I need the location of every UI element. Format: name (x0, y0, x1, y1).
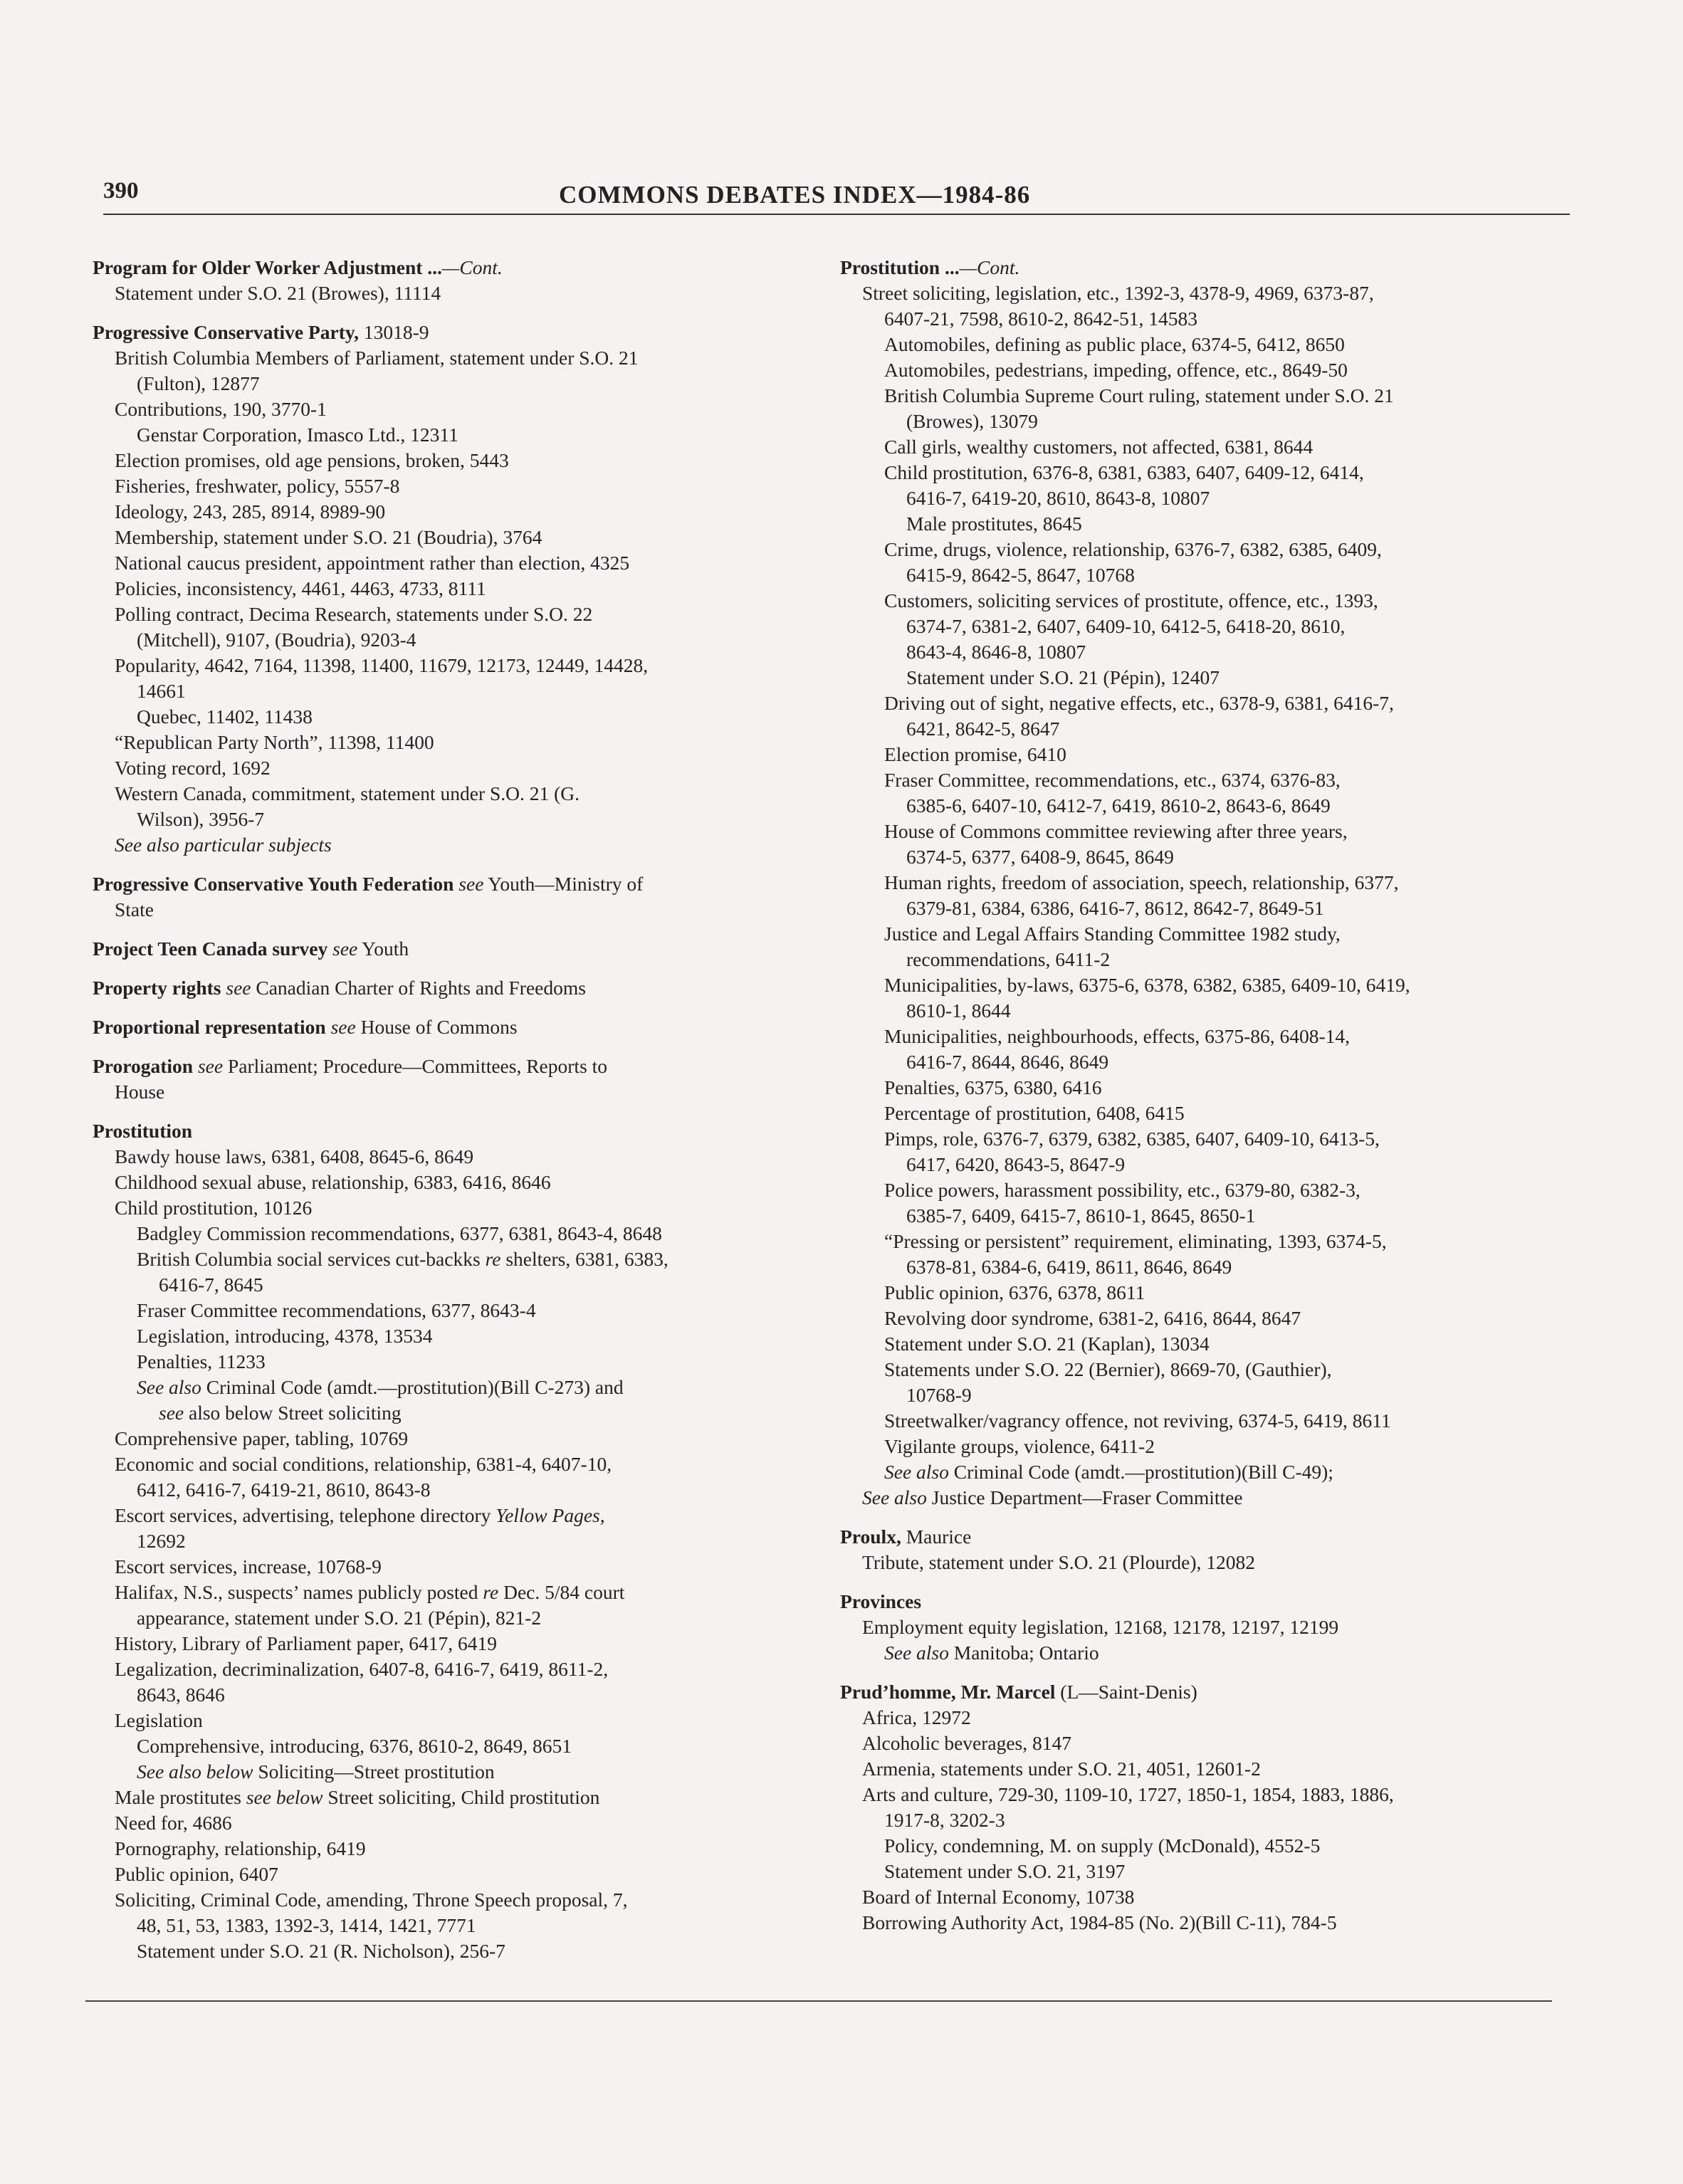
index-subentry: 6412, 6416-7, 6419-21, 8610, 8643-8 (137, 1479, 431, 1501)
index-subentry: Policy, condemning, M. on supply (McDonald), 4552-5 (884, 1834, 1321, 1857)
index-heading: Provinces (840, 1590, 922, 1612)
index-heading: Prud’homme, Mr. Marcel (L—Saint-Denis) (840, 1681, 1197, 1703)
index-subentry: 48, 51, 53, 1383, 1392-3, 1414, 1421, 7771 (137, 1914, 476, 1936)
index-subentry: Comprehensive, introducing, 6376, 8610-2, 8649, 8651 (137, 1735, 572, 1757)
index-subentry: Crime, drugs, violence, relationship, 6376-7, 6382, 6385, 6409, (884, 538, 1382, 560)
index-subentry: 14661 (137, 680, 186, 702)
index-subentry: See also Criminal Code (amdt.—prostitution)(Bill C-273) and (137, 1376, 624, 1398)
index-subentry: Pornography, relationship, 6419 (115, 1837, 366, 1859)
index-subentry: (Browes), 13079 (906, 410, 1038, 432)
index-subentry: House of Commons committee reviewing after three years, (884, 820, 1348, 842)
index-subentry: 6416-7, 8644, 8646, 8649 (906, 1051, 1109, 1073)
index-subentry: Municipalities, by-laws, 6375-6, 6378, 6382, 6385, 6409-10, 6419, (884, 974, 1410, 996)
index-subentry: “Pressing or persistent” requirement, eliminating, 1393, 6374-5, (884, 1230, 1387, 1252)
index-subentry: Soliciting, Criminal Code, amending, Throne Speech proposal, 7, (115, 1889, 628, 1911)
index-subentry: (Mitchell), 9107, (Boudria), 9203-4 (137, 629, 416, 651)
index-subentry: Need for, 4686 (115, 1812, 232, 1834)
index-subentry: See also Manitoba; Ontario (884, 1642, 1099, 1664)
index-heading: Project Teen Canada survey see Youth (93, 938, 409, 960)
index-heading: Prorogation see Parliament; Procedure—Committees, Reports to (93, 1055, 608, 1077)
index-subentry: Statement under S.O. 21 (R. Nicholson), 256-7 (137, 1940, 505, 1962)
index-subentry: Statements under S.O. 22 (Bernier), 8669-70, (Gauthier), (884, 1358, 1332, 1380)
index-heading: Prostitution (93, 1120, 193, 1142)
index-subentry: 6378-81, 6384-6, 6419, 8611, 8646, 8649 (906, 1256, 1232, 1278)
index-subentry: Halifax, N.S., suspects’ names publicly posted re Dec. 5/84 court (115, 1581, 625, 1603)
index-subentry: Public opinion, 6376, 6378, 8611 (884, 1281, 1145, 1303)
index-heading: Program for Older Worker Adjustment ...—Cont. (93, 256, 503, 278)
index-subentry: 6416-7, 8645 (159, 1274, 263, 1296)
index-subentry: Male prostitutes see below Street soliciting, Child prostitution (115, 1786, 600, 1808)
page-header (103, 178, 1570, 212)
index-subentry: Male prostitutes, 8645 (906, 513, 1082, 535)
index-subentry: Automobiles, pedestrians, impeding, offence, etc., 8649-50 (884, 359, 1348, 381)
index-subentry: Ideology, 243, 285, 8914, 8989-90 (115, 500, 386, 523)
index-subentry: 6407-21, 7598, 8610-2, 8642-51, 14583 (884, 308, 1197, 330)
index-subentry: Pimps, role, 6376-7, 6379, 6382, 6385, 6407, 6409-10, 6413-5, (884, 1128, 1380, 1150)
index-subentry: Western Canada, commitment, statement under S.O. 21 (G. (115, 782, 580, 804)
index-subentry: Childhood sexual abuse, relationship, 6383, 6416, 8646 (115, 1171, 551, 1193)
index-subentry: 6421, 8642-5, 8647 (906, 718, 1060, 740)
index-subentry: See also below Soliciting—Street prostitution (137, 1760, 495, 1783)
index-subentry: 10768-9 (906, 1384, 972, 1406)
index-subentry: Statement under S.O. 21, 3197 (884, 1860, 1126, 1882)
index-subentry: 6417, 6420, 8643-5, 8647-9 (906, 1153, 1126, 1175)
index-subentry: Membership, statement under S.O. 21 (Boudria), 3764 (115, 526, 542, 548)
index-subentry: 12692 (137, 1530, 186, 1552)
index-subentry: Legislation (115, 1709, 203, 1731)
index-subentry: See also Justice Department—Fraser Committee (862, 1486, 1243, 1508)
index-subentry: 6416-7, 6419-20, 8610, 8643-8, 10807 (906, 487, 1210, 509)
index-subentry: Quebec, 11402, 11438 (137, 705, 313, 728)
index-subentry: (Fulton), 12877 (137, 372, 260, 394)
index-subentry: British Columbia Supreme Court ruling, statement under S.O. 21 (884, 384, 1394, 406)
index-subentry: Call girls, wealthy customers, not affected, 6381, 8644 (884, 436, 1314, 458)
index-subentry: appearance, statement under S.O. 21 (Pépin), 821-2 (137, 1607, 542, 1629)
index-subentry: Street soliciting, legislation, etc., 1392-3, 4378-9, 4969, 6373-87, (862, 282, 1374, 304)
index-subentry: Election promises, old age pensions, broken, 5443 (115, 449, 509, 471)
index-subentry: Popularity, 4642, 7164, 11398, 11400, 11679, 12173, 12449, 14428, (115, 654, 649, 676)
index-column-left (93, 255, 847, 1964)
index-subentry: 8643, 8646 (137, 1684, 225, 1706)
footer-rule (85, 2000, 1552, 2002)
index-subentry: Africa, 12972 (862, 1706, 971, 1728)
index-subentry: 6374-5, 6377, 6408-9, 8645, 8649 (906, 846, 1174, 868)
index-subentry: Child prostitution, 10126 (115, 1197, 313, 1219)
index-subentry: House (115, 1081, 165, 1103)
index-column-right (840, 255, 1595, 1936)
index-subentry: Comprehensive paper, tabling, 10769 (115, 1427, 409, 1449)
index-subentry: Polling contract, Decima Research, statements under S.O. 22 (115, 603, 593, 625)
header-rule (103, 214, 1570, 215)
index-subentry: 8610-1, 8644 (906, 999, 1011, 1022)
index-subentry: Child prostitution, 6376-8, 6381, 6383, 6407, 6409-12, 6414, (884, 461, 1364, 483)
index-subentry: Justice and Legal Affairs Standing Committee 1982 study, (884, 923, 1341, 945)
index-heading: Proportional representation see House of Commons (93, 1016, 518, 1038)
index-subentry: National caucus president, appointment rather than election, 4325 (115, 552, 630, 574)
index-subentry: Legislation, introducing, 4378, 13534 (137, 1325, 433, 1347)
index-subentry: Human rights, freedom of association, speech, relationship, 6377, (884, 871, 1399, 893)
index-subentry: Automobiles, defining as public place, 6374-5, 6412, 8650 (884, 333, 1345, 355)
index-subentry: Fisheries, freshwater, policy, 5557-8 (115, 475, 400, 497)
index-subentry: Tribute, statement under S.O. 21 (Plourde), 12082 (862, 1551, 1255, 1573)
index-heading: Prostitution ...—Cont. (840, 256, 1020, 278)
index-subentry: Escort services, increase, 10768-9 (115, 1555, 382, 1577)
index-subentry: Board of Internal Economy, 10738 (862, 1886, 1135, 1908)
index-subentry: Customers, soliciting services of prostitute, offence, etc., 1393, (884, 589, 1378, 611)
index-subentry: Percentage of prostitution, 6408, 6415 (884, 1102, 1185, 1124)
index-heading: Progressive Conservative Party, 13018-9 (93, 321, 429, 343)
index-subentry: Escort services, advertising, telephone directory Yellow Pages, (115, 1504, 605, 1526)
index-subentry: 6374-7, 6381-2, 6407, 6409-10, 6412-5, 6418-20, 8610, (906, 615, 1346, 637)
index-heading: Progressive Conservative Youth Federation see Youth—Ministry of (93, 873, 644, 895)
index-subentry: 8643-4, 8646-8, 10807 (906, 641, 1086, 663)
index-subentry: Arts and culture, 729-30, 1109-10, 1727, 1850-1, 1854, 1883, 1886, (862, 1783, 1394, 1805)
index-subentry: Statement under S.O. 21 (Kaplan), 13034 (884, 1333, 1210, 1355)
running-title: COMMONS DEBATES INDEX—1984-86 (559, 181, 1031, 209)
index-subentry: Wilson), 3956-7 (137, 808, 265, 830)
index-subentry: Genstar Corporation, Imasco Ltd., 12311 (137, 424, 458, 446)
index-subentry: 6379-81, 6384, 6386, 6416-7, 8612, 8642-7, 8649-51 (906, 897, 1324, 919)
index-subentry: Penalties, 11233 (137, 1350, 266, 1372)
index-subentry: Election promise, 6410 (884, 743, 1066, 765)
index-subentry: Employment equity legislation, 12168, 12178, 12197, 12199 (862, 1616, 1339, 1638)
index-subentry: Armenia, statements under S.O. 21, 4051, 12601-2 (862, 1758, 1261, 1780)
index-subentry: Fraser Committee, recommendations, etc., 6374, 6376-83, (884, 769, 1341, 791)
index-heading: Proulx, Maurice (840, 1526, 972, 1548)
index-subentry: Policies, inconsistency, 4461, 4463, 4733, 8111 (115, 577, 486, 599)
index-subentry: Fraser Committee recommendations, 6377, 8643-4 (137, 1299, 536, 1321)
index-subentry: see also below Street soliciting (159, 1402, 402, 1424)
index-subentry: Municipalities, neighbourhoods, effects, 6375-86, 6408-14, (884, 1025, 1351, 1047)
index-subentry: Penalties, 6375, 6380, 6416 (884, 1076, 1102, 1098)
index-subentry: State (115, 898, 154, 920)
index-subentry: Economic and social conditions, relationship, 6381-4, 6407-10, (115, 1453, 612, 1475)
index-subentry: Police powers, harassment possibility, etc., 6379-80, 6382-3, (884, 1179, 1360, 1201)
index-subentry: Statement under S.O. 21 (Browes), 11114 (115, 282, 441, 304)
index-subentry: 6385-7, 6409, 6415-7, 8610-1, 8645, 8650-1 (906, 1204, 1256, 1227)
index-subentry: Revolving door syndrome, 6381-2, 6416, 8644, 8647 (884, 1307, 1301, 1329)
index-subentry: See also Criminal Code (amdt.—prostitution)(Bill C-49); (884, 1461, 1333, 1483)
index-subentry: “Republican Party North”, 11398, 11400 (115, 731, 434, 753)
index-heading: Property rights see Canadian Charter of Rights and Freedoms (93, 977, 586, 999)
index-subentry: Voting record, 1692 (115, 757, 271, 779)
index-subentry: Public opinion, 6407 (115, 1863, 278, 1885)
index-subentry: See also particular subjects (115, 834, 332, 856)
page-number: 390 (103, 178, 139, 204)
index-subentry: Vigilante groups, violence, 6411-2 (884, 1435, 1155, 1457)
index-subentry: Statement under S.O. 21 (Pépin), 12407 (906, 666, 1220, 688)
index-subentry: British Columbia social services cut-backks re shelters, 6381, 6383, (137, 1248, 669, 1270)
index-subentry: Driving out of sight, negative effects, etc., 6378-9, 6381, 6416-7, (884, 692, 1394, 714)
index-subentry: 1917-8, 3202-3 (884, 1809, 1005, 1831)
index-subentry: 6385-6, 6407-10, 6412-7, 6419, 8610-2, 8643-6, 8649 (906, 794, 1331, 817)
index-subentry: 6415-9, 8642-5, 8647, 10768 (906, 564, 1135, 586)
index-subentry: Contributions, 190, 3770-1 (115, 398, 327, 420)
index-subentry: Streetwalker/vagrancy offence, not reviving, 6374-5, 6419, 8611 (884, 1409, 1391, 1432)
index-subentry: Bawdy house laws, 6381, 6408, 8645-6, 8649 (115, 1145, 474, 1167)
index-subentry: Badgley Commission recommendations, 6377, 6381, 8643-4, 8648 (137, 1222, 662, 1244)
index-subentry: Legalization, decriminalization, 6407-8, 6416-7, 6419, 8611-2, (115, 1658, 609, 1680)
index-subentry: British Columbia Members of Parliament, statement under S.O. 21 (115, 347, 639, 369)
index-subentry: recommendations, 6411-2 (906, 948, 1111, 970)
index-subentry: Alcoholic beverages, 8147 (862, 1732, 1072, 1754)
index-subentry: History, Library of Parliament paper, 6417, 6419 (115, 1632, 498, 1654)
index-subentry: Borrowing Authority Act, 1984-85 (No. 2)(Bill C-11), 784-5 (862, 1911, 1337, 1933)
